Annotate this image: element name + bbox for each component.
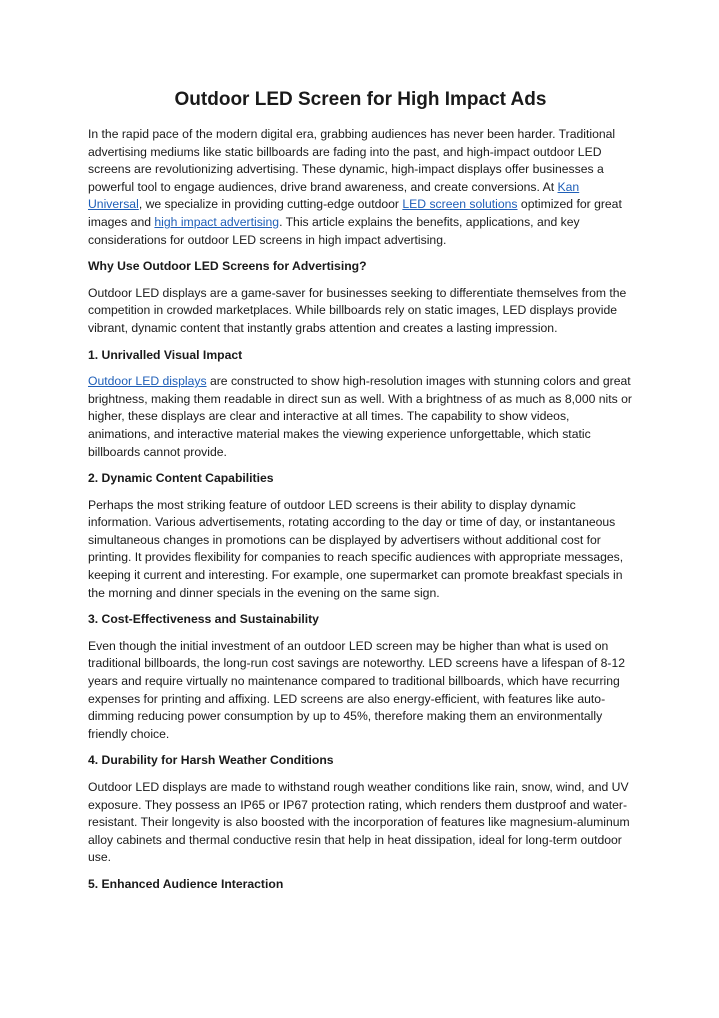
section-2-heading: 2. Dynamic Content Capabilities	[88, 471, 274, 486]
section-1-paragraph	[88, 373, 633, 461]
section-4-paragraph: Outdoor LED displays are made to withstand rough weather conditions like rain, snow, wind, and UV exposure. They possess an IP65 or IP67 protection rating, which renders them dustproof and water-resistant. Their longevity is also boosted with the incorporation of features like magnesium-aluminum alloy cabinets and thermal conductive resin that help in heat dissipation, ideal for long-term outdoor use.	[88, 780, 630, 865]
led-screen-solutions-link[interactable]: LED screen solutions	[402, 197, 518, 212]
section-3-paragraph: Even though the initial investment of an outdoor LED screen may be higher than what is used on traditional billboards, the long-run cost savings are noteworthy. LED screens have a lifespan of 8-12 years and require virtually no maintenance compared to traditional billboards, which have recurring expenses for printing and affixing. LED screens are also energy-efficient, with features like auto-dimming reducing power consumption by up to 45%, therefore making them an environmentally friendly choice.	[88, 638, 625, 741]
intro-text-1: In the rapid pace of the modern digital era, grabbing audiences has never been harder. Traditional advertising mediums like static billboards are fading into the past, and high-impact outdoor LED screens are revolutionizing advertising. These dynamic, high-impact displays offer businesses a powerful tool to engage audiences, drive brand awareness, and create conversions. At	[88, 127, 616, 194]
why-heading: Why Use Outdoor LED Screens for Advertising?	[88, 259, 367, 274]
high-impact-advertising-link[interactable]: high impact advertising	[154, 214, 280, 229]
outdoor-led-displays-link[interactable]: Outdoor LED displays	[88, 374, 207, 389]
section-5-heading: 5. Enhanced Audience Interaction	[88, 876, 284, 891]
section-1-heading: 1. Unrivalled Visual Impact	[88, 347, 243, 362]
intro-text-3: optimized for great images and	[88, 197, 622, 229]
intro-text-2: , we specialize in providing cutting-edge outdoor	[138, 197, 403, 212]
section-3-heading: 3. Cost-Effectiveness and Sustainability	[88, 612, 319, 627]
section-2-paragraph: Perhaps the most striking feature of outdoor LED screens is their ability to display dynamic information. Various advertisements, rotating according to the day or time of day, or instantaneous simultaneous changes in promotions can be displayed by advertisers without additional cost for printing. It provides flexibility for companies to reach specific audiences with appropriate messages, keeping it current and interesting. For example, one supermarket can promote breakfast specials in the morning and dinner specials in the evening on the same sign.	[88, 497, 624, 600]
intro-text-4: . This article explains the benefits, applications, and key considerations for outdoor LED screens in high impact advertising.	[88, 214, 580, 247]
section-1-text: are constructed to show high-resolution images with stunning colors and great brightness, making them readable in direct sun as well. With a brightness of as much as 8,000 nits or higher, these displays are clear and interactive at all times. The capability to show videos, animations, and interactive material makes the viewing experience unforgettable, which static billboards cannot provide.	[88, 374, 632, 459]
section-4-heading: 4. Durability for Harsh Weather Conditions	[88, 753, 334, 768]
intro-paragraph	[88, 126, 633, 249]
why-paragraph: Outdoor LED displays are a game-saver for businesses seeking to differentiate themselves from the competition in crowded marketplaces. While billboards rely on static images, LED displays provide vibrant, dynamic content that instantly grabs attention and creates a lasting impression.	[88, 285, 627, 335]
kan-universal-link[interactable]: Kan Universal	[88, 179, 580, 212]
document-title: Outdoor LED Screen for High Impact Ads	[174, 89, 547, 110]
